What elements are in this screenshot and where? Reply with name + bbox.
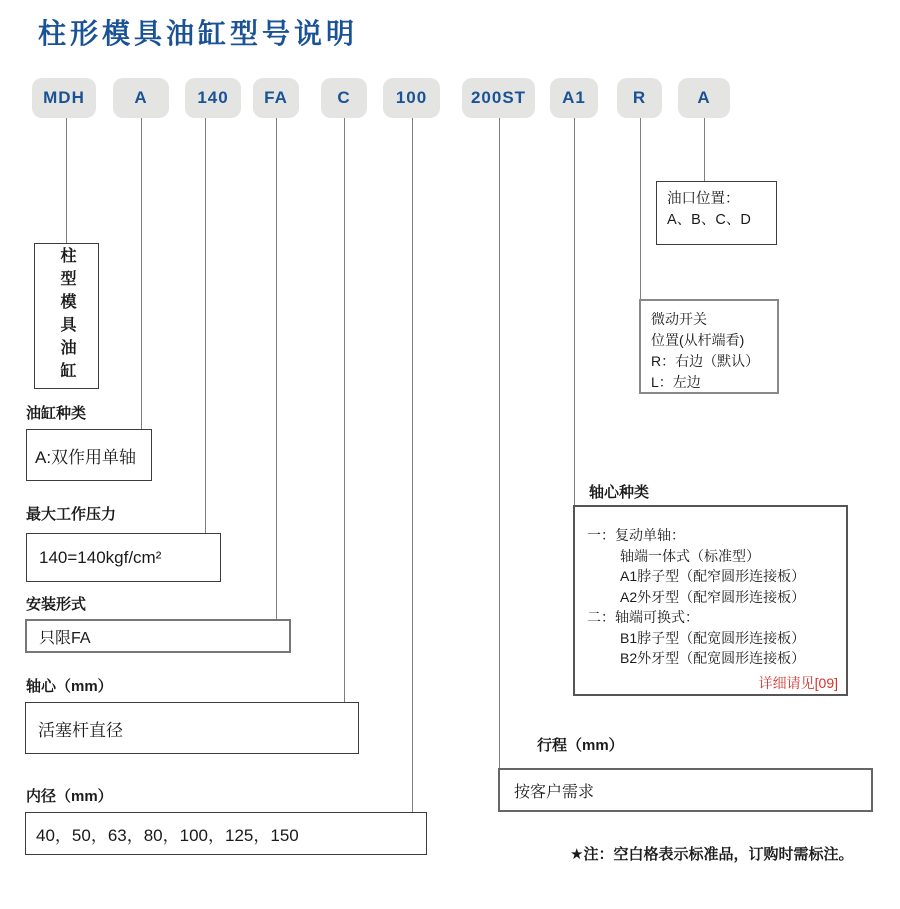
code-segment-series: A (113, 78, 169, 118)
shaft-type-line: B2外牙型（配宽圆形连接板） (620, 650, 806, 666)
micro-switch-box (639, 299, 779, 394)
stroke-value-box: 按客户需求 (498, 768, 873, 812)
port-position-box (656, 181, 777, 245)
bore-value-box: 40，50，63，80，100，125，150 (25, 812, 427, 855)
mounting-label: 安装形式 (26, 596, 87, 613)
port-position-line: A、B、C、D (667, 212, 751, 228)
connector-line-stroke (499, 118, 500, 769)
connector-line-bore (412, 118, 413, 813)
shaft-type-line: 二：轴端可换式： (587, 609, 699, 625)
shaft-type-detail-note: 详细请见[09] (758, 674, 838, 691)
connector-line-shaft-type (574, 118, 575, 506)
shaft-type-line: B1脖子型（配宽圆形连接板） (620, 629, 806, 646)
port-position-line: 油口位置： (667, 191, 740, 207)
shaft-type-label: 轴心种类 (589, 484, 650, 501)
cylinder-name-box: 柱型模具油缸 (34, 243, 99, 389)
series-label: 油缸种类 (26, 405, 87, 422)
connector-line-rod (344, 118, 345, 703)
connector-line-port (704, 118, 705, 181)
rod-value-box: 活塞杆直径 (25, 702, 359, 754)
stroke-label: 行程（mm） (537, 737, 624, 754)
connector-line-series (141, 118, 142, 430)
connector-line-mounting (276, 118, 277, 620)
code-segment-rod: C (321, 78, 367, 118)
code-segment-port-position: A (678, 78, 730, 118)
micro-switch-line: R：右边（默认） (651, 353, 760, 369)
shaft-type-line: A1脖子型（配窄圆形连接板） (620, 568, 806, 584)
rod-label: 轴心（mm） (26, 678, 113, 695)
code-segment-mdh: MDH (32, 78, 96, 118)
code-segment-stroke: 200ST (462, 78, 535, 118)
micro-switch-line: L：左边 (651, 374, 701, 390)
pressure-value-box: 140=140kgf/cm² (26, 533, 221, 582)
shaft-type-box (573, 505, 848, 696)
code-segment-bore: 100 (383, 78, 440, 118)
connector-line-pressure (205, 118, 206, 534)
code-segment-mounting: FA (253, 78, 299, 118)
pressure-label: 最大工作压力 (26, 506, 117, 523)
micro-switch-line: 微动开关 (651, 311, 707, 327)
shaft-type-line: 一：复动单轴： (587, 527, 685, 543)
page-title: 柱形模具油缸型号说明 (38, 18, 359, 49)
bore-label: 内径（mm） (26, 788, 113, 805)
shaft-type-line: 轴端一体式（标准型） (620, 547, 760, 564)
mounting-value-box: 只限FA (25, 619, 291, 653)
code-segment-shaft-type: A1 (550, 78, 598, 118)
series-value-box: A:双作用单轴 (26, 429, 152, 481)
connector-line-switch (640, 118, 641, 299)
code-segment-pressure: 140 (185, 78, 241, 118)
shaft-type-line: A2外牙型（配窄圆形连接板） (620, 588, 806, 605)
micro-switch-line: 位置(从杆端看) (651, 332, 745, 348)
code-segment-switch-position: R (617, 78, 662, 118)
footnote: ★注：空白格表示标准品，订购时需标注。 (570, 846, 854, 863)
connector-line-mdh (66, 118, 67, 243)
